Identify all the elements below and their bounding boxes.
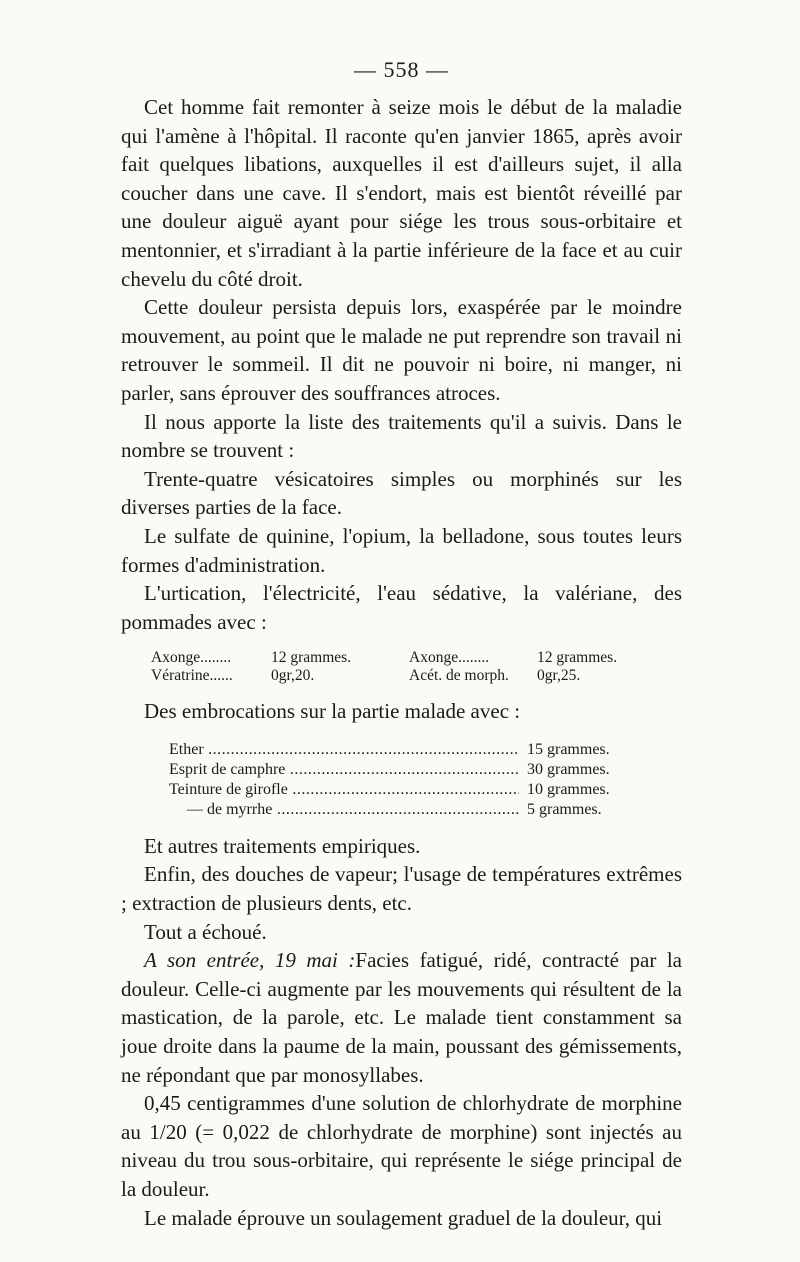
embrocation-qty: 15 grammes. xyxy=(527,740,610,758)
embrocation-name: Teinture de girofle ..... xyxy=(169,780,519,800)
paragraph-embrocations-intro: Des embrocations sur la partie malade avec : xyxy=(144,699,521,724)
paragraph-entree xyxy=(121,946,682,1089)
embrocations-list xyxy=(169,740,649,820)
embrocation-name: Ether ..... xyxy=(169,740,519,760)
pommade-cell: Axonge........ xyxy=(409,649,490,667)
embrocation-name: Esprit de camphre ..... xyxy=(169,760,519,780)
page-number: — 558 — xyxy=(354,57,449,82)
paragraph-urtication: L'urtication, l'électricité, l'eau sédative, la valériane, des pommades avec : xyxy=(121,581,682,634)
paragraph-persistence: Cette douleur persista depuis lors, exaspérée par le moindre mouvement, au point que le malade ne put reprendre son travail ni retrouver le sommeil. Il dit ne pouvoir ni boire, ni manger, ni parler, sans éprouver des souffrances atroces. xyxy=(121,295,682,405)
embrocation-qty: 30 grammes. xyxy=(527,760,610,778)
embrocation-row xyxy=(169,760,649,780)
entree-text: Facies fatigué, ridé, contracté par la douleur. Celle-ci augmente par les mouvements qui résultent de la mastication, de la parole, etc. Le malade tient constamment sa joue droite dans la paume de la main, poussant des gémissements, ne répondant que par monosyllabes. xyxy=(121,948,682,1087)
paragraph-empirical: Et autres traitements empiriques. xyxy=(144,833,421,858)
entree-date: A son entrée, 19 mai : xyxy=(144,948,356,973)
pommade-cell: 12 grammes. xyxy=(271,649,352,667)
paragraph-onset: Cet homme fait remonter à seize mois le début de la maladie qui l'amène à l'hôpital. Il raconte qu'en janvier 1865, après avoir fait quelques libations, auxquelles il est d'ailleurs sujet, il alla coucher dans une cave. Il s'endort, mais est bientôt réveillé par une douleur aiguë ayant pour siége les trous sous-orbitaire et mentonnier, et s'irradiant à la partie inférieure de la face et au cuir chevelu du côté droit. xyxy=(121,95,682,291)
paragraph-echec: Tout a échoué. xyxy=(144,919,267,944)
pommade-cell: Vératrine...... xyxy=(151,667,233,685)
pommade-cell: Axonge........ xyxy=(151,649,232,667)
pommade-cell: 12 grammes. xyxy=(537,649,618,667)
paragraph-treatments-intro: Il nous apporte la liste des traitements qu'il a suivis. Dans le nombre se trouvent : xyxy=(121,409,682,463)
paragraph-quinine: Le sulfate de quinine, l'opium, la belladone, sous toutes leurs formes d'administration. xyxy=(121,523,682,577)
embrocation-qty: 10 grammes. xyxy=(527,780,610,798)
pommade-cell: Acét. de morph. xyxy=(409,667,509,685)
embrocation-row xyxy=(169,800,649,820)
pommade-cell: 0gr,20. xyxy=(271,667,315,685)
paragraph-douches: Enfin, des douches de vapeur; l'usage de températures extrêmes ; extraction de plusieurs dents, etc. xyxy=(121,862,682,916)
pommade-cell: 0gr,25. xyxy=(537,667,581,685)
embrocation-row xyxy=(169,740,649,760)
paragraph-vesicatoires: Trente-quatre vésicatoires simples ou morphinés sur les diverses parties de la face. xyxy=(121,466,682,520)
embrocation-name: — de myrrhe ..... xyxy=(169,800,519,820)
paragraph-soulagement: Le malade éprouve un soulagement graduel de la douleur, qui xyxy=(144,1205,663,1230)
paragraph-injection: 0,45 centigrammes d'une solution de chlorhydrate de morphine au 1/20 (= 0,022 de chlorhydrate de morphine) sont injectés au niveau du trou sous-orbitaire, qui représente le siége principal de la douleur. xyxy=(121,1091,682,1201)
embrocation-row xyxy=(169,780,649,800)
pommades-table xyxy=(151,649,682,685)
embrocation-qty: 5 grammes. xyxy=(527,800,602,818)
